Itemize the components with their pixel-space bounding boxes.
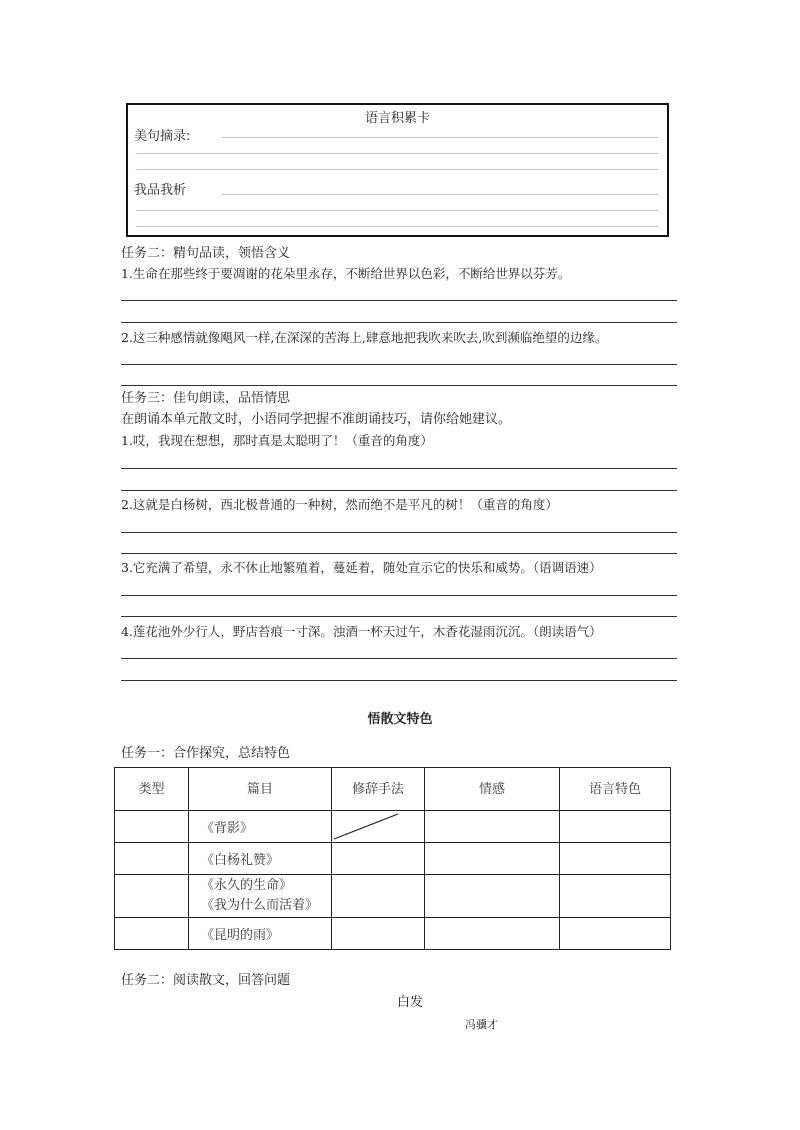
answer-line	[121, 385, 677, 386]
table-cell-title: 《白杨礼赞》	[189, 843, 332, 875]
table-cell	[115, 875, 189, 918]
answer-line	[121, 595, 677, 596]
title-line: 《我为什么而活着》	[201, 898, 319, 913]
table-cell	[425, 918, 560, 950]
header-language: 语言特色	[560, 768, 671, 811]
section-task1: 任务一：合作探究，总结特色	[121, 746, 291, 761]
writing-line	[136, 226, 658, 227]
task2-question-2: 2.这三种感情就像飓风一样,在深深的苦海上,肆意地把我吹来吹去,吹到濒临绝望的边缘。	[121, 330, 608, 345]
header-emotion: 情感	[425, 768, 560, 811]
table-cell	[115, 843, 189, 875]
table-row	[115, 811, 671, 843]
answer-line	[121, 658, 677, 659]
analysis-label: 我品我析	[134, 183, 187, 198]
table-cell-title	[189, 875, 332, 918]
answer-line	[121, 300, 677, 301]
answer-line	[121, 468, 677, 469]
header-type: 类型	[115, 768, 189, 811]
writing-line	[222, 137, 658, 138]
table-row	[115, 843, 671, 875]
table-cell	[425, 811, 560, 843]
task2-heading: 任务二：精句品读，领悟含义	[121, 246, 291, 261]
writing-line	[136, 169, 658, 170]
card-title: 语言积累卡	[364, 111, 430, 126]
task3-heading: 任务三：佳句朗读，品悟情思	[121, 391, 291, 406]
section-heading: 悟散文特色	[367, 712, 433, 727]
answer-line	[121, 616, 677, 617]
title-line: 《永久的生命》	[201, 878, 293, 893]
table-cell	[115, 811, 189, 843]
answer-line	[121, 364, 677, 365]
table-cell-title: 《昆明的雨》	[189, 918, 332, 950]
table-cell	[560, 843, 671, 875]
answer-line	[121, 553, 677, 554]
answer-line	[121, 322, 677, 323]
article-author: 冯骥才	[465, 1018, 498, 1031]
task3-question-2: 2.这就是白杨树，西北极普通的一种树，然而绝不是平凡的树！（重音的角度）	[121, 497, 558, 512]
features-table	[114, 767, 671, 950]
article-title: 白发	[397, 995, 424, 1010]
table-cell	[560, 918, 671, 950]
diagonal-slash	[332, 811, 400, 843]
table-cell	[425, 875, 560, 918]
table-cell	[332, 918, 425, 950]
table-cell	[560, 811, 671, 843]
task3-question-4: 4.莲花池外少行人，野店苔痕一寸深。浊酒一杯天过午，木香花湿雨沉沉。（朗读语气）	[121, 624, 602, 639]
table-cell-title: 《背影》	[189, 811, 332, 843]
diagonal-cell	[332, 811, 425, 843]
task2-question-1: 1.生命在那些终于要凋谢的花朵里永存，不断给世界以色彩，不断给世界以芬芳。	[121, 266, 571, 281]
answer-line	[121, 532, 677, 533]
table-row	[115, 918, 671, 950]
excerpt-label: 美句摘录:	[134, 129, 191, 144]
writing-line	[136, 153, 658, 154]
writing-line	[222, 194, 658, 195]
language-card	[126, 103, 669, 237]
answer-line	[121, 490, 677, 491]
table-cell	[332, 875, 425, 918]
task3-question-3: 3.它充满了希望，永不休止地繁殖着，蔓延着，随处宣示它的快乐和威势。（语调语速）	[121, 560, 602, 575]
header-rhetoric: 修辞手法	[332, 768, 425, 811]
answer-line	[121, 680, 677, 681]
table-cell	[425, 843, 560, 875]
task3-question-1: 1.哎，我现在想想，那时真是太聪明了！（重音的角度）	[121, 433, 433, 448]
task3-intro: 在朗诵本单元散文时，小语同学把握不准朗诵技巧，请你给她建议。	[121, 412, 512, 427]
section-task2: 任务二：阅读散文，回答问题	[121, 973, 291, 988]
table-cell	[115, 918, 189, 950]
table-cell	[560, 875, 671, 918]
table-cell	[332, 843, 425, 875]
header-title: 篇目	[189, 768, 332, 811]
table-row	[115, 875, 671, 918]
writing-line	[136, 210, 658, 211]
